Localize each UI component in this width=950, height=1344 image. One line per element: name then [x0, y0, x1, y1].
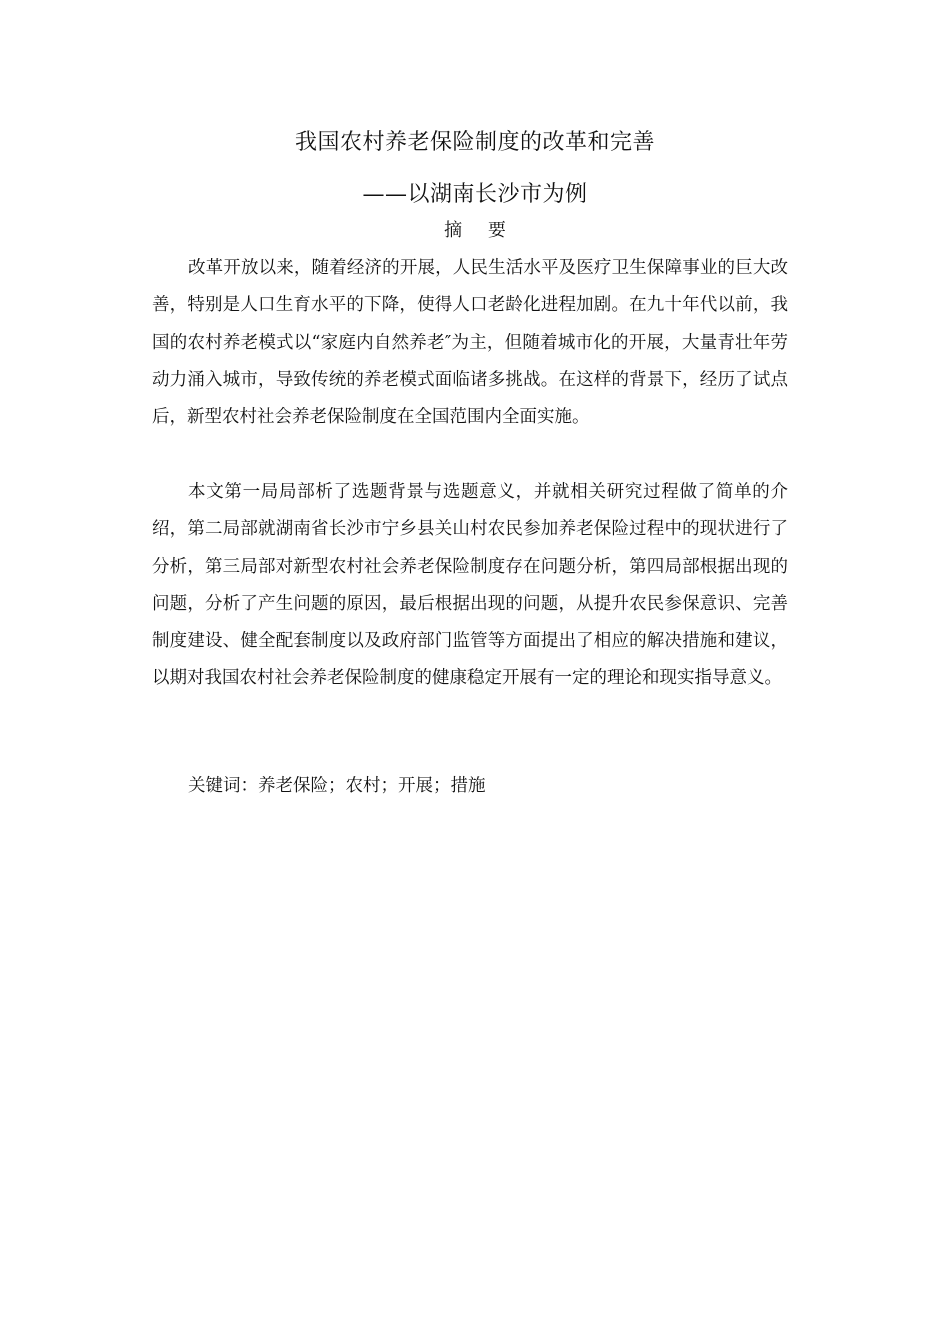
abstract-heading: 摘 要 [444, 220, 516, 241]
keywords-line: 关键词：养老保险；农村；开展；措施 [188, 776, 486, 796]
abstract-paragraph: 本文第一局局部析了选题背景与选题意义，并就相关研究过程做了简单的介绍，第二局部就湖南省长沙市宁乡县关山村农民参加养老保险过程中的现状进行了分析，第三局部对新型农村社会养老保险制度存在问题分析，第四局部根据出现的问题，分析了产生问题的原因，最后根据出现的问题，从提升农民参保意识、完善制度建设、健全配套制度以及政府部门监管等方面提出了相应的解决措施和建议，以期对我国农村社会养老保险制度的健康稳定开展有一定的理论和现实指导意义。 [152, 482, 788, 689]
document-subtitle: ——以湖南长沙市为例 [362, 182, 588, 207]
abstract-paragraph: 改革开放以来，随着经济的开展，人民生活水平及医疗卫生保障事业的巨大改善，特别是人口生育水平的下降，使得人口老龄化进程加剧。在九十年代以前，我国的农村养老模式以“家庭内自然养老″为主，但随着城市化的开展，大量青壮年劳动力涌入城市，导致传统的养老模式面临诸多挑战。在这样的背景下，经历了试点后，新型农村社会养老保险制度在全国范围内全面实施。 [152, 258, 788, 428]
document-title: 我国农村养老保险制度的改革和完善 [294, 130, 655, 155]
